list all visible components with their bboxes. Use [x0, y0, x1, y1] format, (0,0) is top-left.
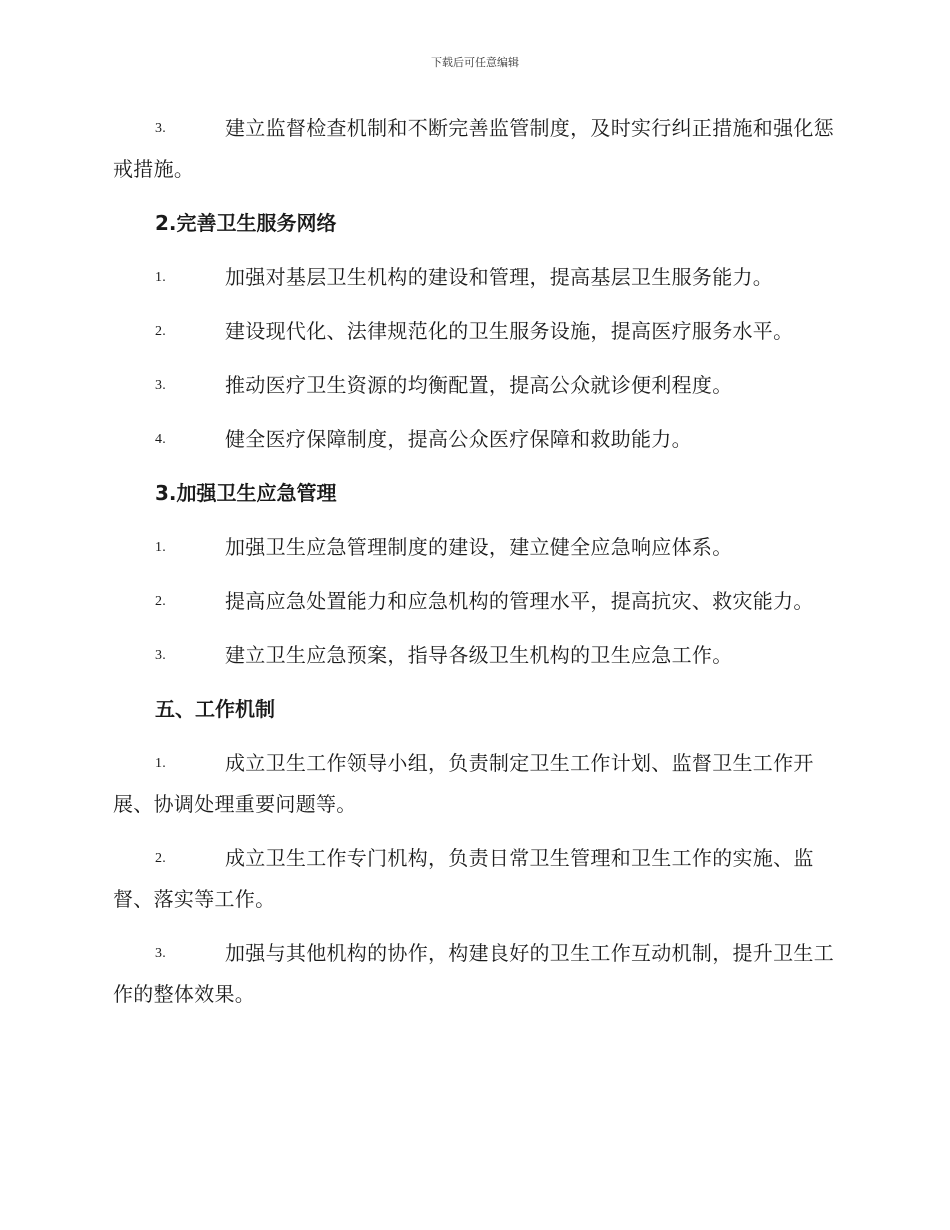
list-item-text: 推动医疗卫生资源的均衡配置，提高公众就诊便利程度。 [225, 373, 733, 397]
list-item-number: 2. [155, 851, 167, 866]
list-item [113, 838, 838, 920]
list-item-text: 建立监督检查机制和不断完善监管制度，及时实行纠正措施和强化惩戒措施。 [113, 116, 834, 181]
list-item-number: 3. [155, 648, 167, 663]
list-item [113, 581, 838, 622]
list-item [113, 527, 838, 568]
list-item-number: 1. [155, 756, 167, 771]
list-item-number: 2. [155, 594, 167, 609]
list-item-number: 4. [155, 432, 167, 447]
list-item [113, 108, 838, 190]
list-item-text: 健全医疗保障制度，提高公众医疗保障和救助能力。 [225, 427, 692, 451]
list-item-text: 建立卫生应急预案，指导各级卫生机构的卫生应急工作。 [225, 643, 733, 667]
list-item [113, 635, 838, 676]
section-heading: 五、工作机制 [155, 697, 275, 721]
list-item [113, 311, 838, 352]
list-item-text: 建设现代化、法律规范化的卫生服务设施，提高医疗服务水平。 [225, 319, 794, 343]
list-item-text: 提高应急处置能力和应急机构的管理水平，提高抗灾、救灾能力。 [225, 589, 814, 613]
list-item-text: 成立卫生工作领导小组，负责制定卫生工作计划、监督卫生工作开展、协调处理重要问题等。 [113, 751, 814, 816]
list-item-number: 3. [155, 946, 167, 961]
list-item-number: 3. [155, 378, 167, 393]
document-body [113, 108, 838, 1028]
list-item [113, 743, 838, 825]
list-item [113, 933, 838, 1015]
list-item [113, 365, 838, 406]
section-heading: 3.加强卫生应急管理 [155, 481, 337, 505]
list-item-text: 加强与其他机构的协作，构建良好的卫生工作互动机制，提升卫生工作的整体效果。 [113, 941, 834, 1006]
list-item-number: 1. [155, 270, 167, 285]
page-header: 下载后可任意编辑 [431, 56, 519, 69]
list-item [113, 419, 838, 460]
list-item-number: 2. [155, 324, 167, 339]
list-item-number: 1. [155, 540, 167, 555]
list-item [113, 257, 838, 298]
section-heading: 2.完善卫生服务网络 [155, 211, 337, 235]
list-item-number: 3. [155, 121, 167, 136]
list-item-text: 加强对基层卫生机构的建设和管理，提高基层卫生服务能力。 [225, 265, 774, 289]
list-item-text: 成立卫生工作专门机构，负责日常卫生管理和卫生工作的实施、监督、落实等工作。 [113, 846, 814, 911]
list-item-text: 加强卫生应急管理制度的建设，建立健全应急响应体系。 [225, 535, 733, 559]
